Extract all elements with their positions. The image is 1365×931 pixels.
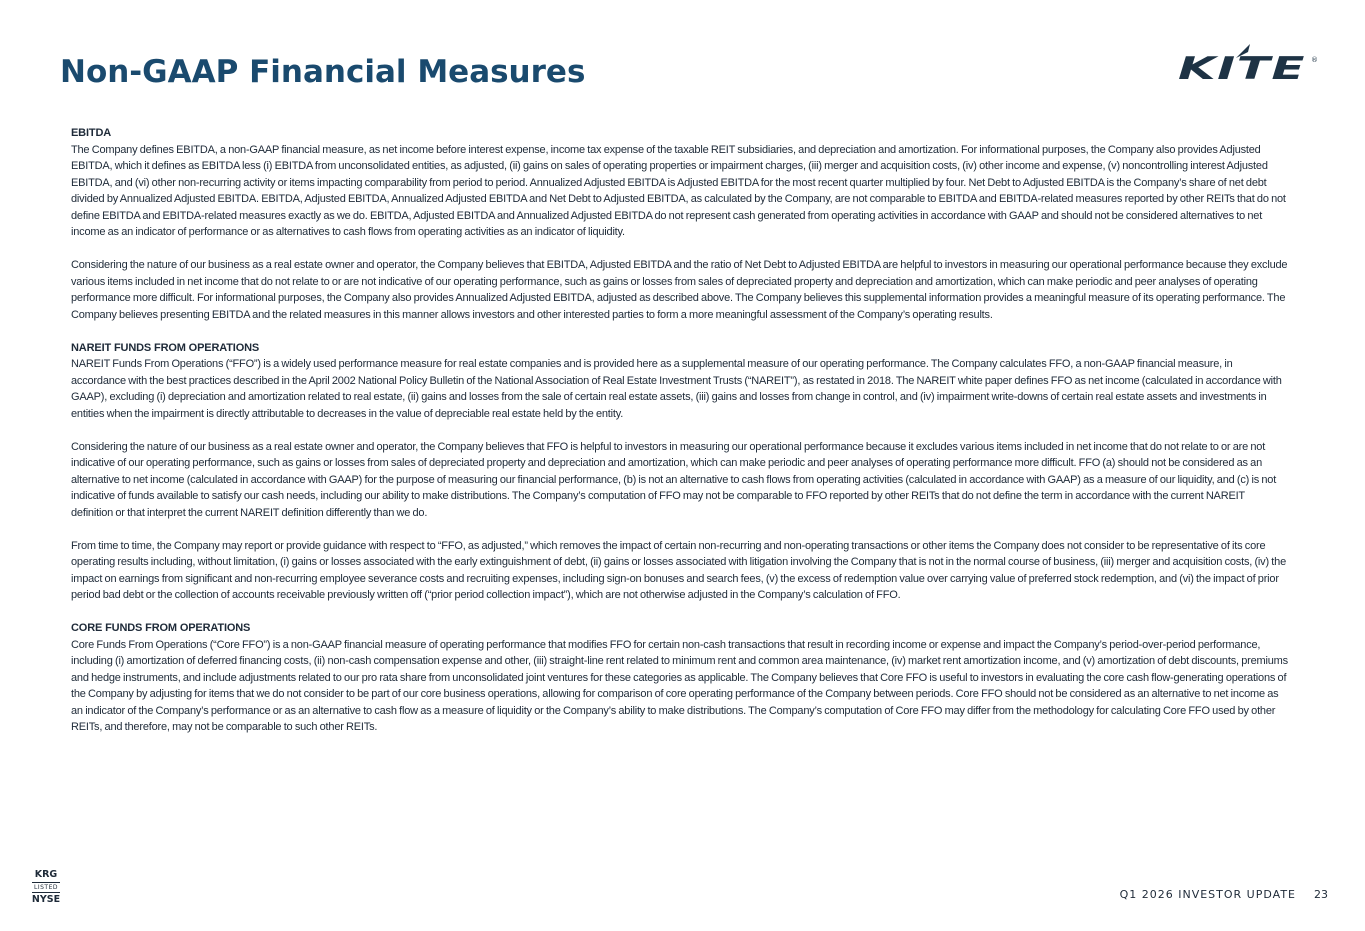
paragraph: NAREIT Funds From Operations (“FFO”) is a widely used performance measure for real estate companies and is provided here as a supplemental measure of our operating performance. The Company calculates FFO, a non-GAAP financial measure, in accordance with the best practices described in the April 2002 National Policy Bulletin of the National Association of Real Estate Investment Trusts (“NAREIT”), as restated in 2018. The NAREIT white paper defines FFO as net income (calculated in accordance with GAAP), excluding (i) depreciation and amortization related to real estate, (ii) gains and losses from the sale of certain real estate assets, (iii) gains and losses from change in control, and (iv) impairment write-downs of certain real estate assets and investments in entities when the impairment is directly attributable to decreases in the value of depreciable real estate held by the entity. xyxy=(71,358,1282,420)
ticker-symbol: KRG xyxy=(34,869,58,880)
page-number: 23 xyxy=(1314,888,1328,901)
nyse-listing-badge xyxy=(28,869,64,906)
page-title: Non-GAAP Financial Measures xyxy=(60,54,586,90)
registered-mark: ® xyxy=(1311,56,1318,64)
paragraph: From time to time, the Company may report or provide guidance with respect to “FFO, as adjusted,” which removes the impact of certain non-recurring and non-operating transactions or other items the Company does not consider to be representative of its core operating results including, without limitation, (i) gains or losses associated with the early extinguishment of debt, (ii) gains or losses associated with litigation involving the Company that is not in the normal course of business, (iii) merger and acquisition costs, (iv) the impact on earnings from significant and non-recurring employee severance costs and recruiting expenses, including sign-on bonuses and search fees, (v) the excess of redemption value over carrying value of preferred stock redemption, and (vi) the impact of prior period bad debt or the collection of accounts receivable previously written off (“prior period collection impact”), which are not otherwise adjusted in the Company’s calculation of FFO. xyxy=(71,539,1286,601)
section-heading-nareit-ffo: NAREIT FUNDS FROM OPERATIONS xyxy=(71,341,260,354)
section-heading-ebitda: EBITDA xyxy=(71,127,112,139)
logo-text: KITE xyxy=(1178,51,1306,84)
section-heading-core-ffo: CORE FUNDS FROM OPERATIONS xyxy=(71,622,251,634)
paragraph: Core Funds From Operations (“Core FFO”) is a non-GAAP financial measure of operating performance that modifies FFO for certain non-cash transactions that result in recording income or expense and impact the Company’s period-over-period performance, including (i) amortization of deferred financing costs, (ii) non-cash compensation expense and other, (iii) straight-line rent related to minimum rent and common area maintenance, (iv) market rent amortization income, and (v) amortization of debt discounts, premiums and hedge instruments, and include adjustments related to our pro rata share from unconsolidated joint ventures for these categories as applicable. The Company believes that Core FFO is useful to investors in evaluating the core cash flow-generating operations of the Company by adjusting for items that we do not consider to be part of our core business operations, allowing for comparison of core operating performance of the Company between periods. Core FFO should not be considered as an alternative to net income as an indicator of the Company’s performance or as an alternative to cash flow as a measure of liquidity or the Company’s ability to make distributions. The Company’s computation of Core FFO may differ from the methodology for calculating Core FFO used by other REITs, and therefore, may not be comparable to such other REITs. xyxy=(71,638,1288,733)
paragraph: Considering the nature of our business as a real estate owner and operator, the Company believes that FFO is helpful to investors in measuring our operational performance because it excludes various items included in net income that do not relate to or are not indicative of our operating performance, such as gains or losses from sales of depreciated property and depreciation and amortization, which can make periodic and peer analyses of operating performance more difficult. FFO (a) should not be considered as an alternative to net income (calculated in accordance with GAAP) for the purpose of measuring our financial performance, (b) is not an alternative to cash flows from operating activities (calculated in accordance with GAAP) as a measure of our liquidity, and (c) is not indicative of funds available to satisfy our cash needs, including our ability to make distributions. The Company’s computation of FFO may not be comparable to FFO reported by other REITs that do not define the term in accordance with the current NAREIT definition or that interpret the current NAREIT definition differently than we do. xyxy=(71,440,1277,519)
paragraph: Considering the nature of our business as a real estate owner and operator, the Company believes that EBITDA, Adjusted EBITDA and the ratio of Net Debt to Adjusted EBITDA are helpful to investors in measuring our operational performance because they exclude various items included in net income that do not relate to or are not indicative of our operating performance, such as gains or losses from sales of depreciated property and depreciation and amortization, which can make periodic and peer analyses of operating performance more difficult. For informational purposes, the Company also provides Annualized Adjusted EBITDA, adjusted as described above. The Company believes this supplemental information provides a meaningful measure of its operating performance. The Company believes presenting EBITDA and the related measures in this manner allows investors and other interested parties to form a more meaningful assessment of the Company’s operating results. xyxy=(71,259,1288,321)
footer-label: Q1 2026 INVESTOR UPDATE xyxy=(1119,888,1296,901)
page-footer xyxy=(1120,888,1328,901)
content-body xyxy=(71,125,1289,736)
paragraph: The Company defines EBITDA, a non-GAAP financial measure, as net income before interest expense, income tax expense of the taxable REIT subsidiaries, and depreciation and amortization. For informational purposes, the Company also provides Adjusted EBITDA, which it defines as EBITDA less (i) EBITDA from unconsolidated entities, as adjusted, (ii) gains on sales of operating properties or impairment charges, (iii) merger and acquisition costs, (iv) other income and expense, (v) noncontrolling interest Adjusted EBITDA, and (vi) other non-recurring activity or items impacting comparability from period to period. Annualized Adjusted EBITDA is Adjusted EBITDA for the most recent quarter multiplied by four. Net Debt to Adjusted EBITDA is the Company’s share of net debt divided by Annualized Adjusted EBITDA. EBITDA, Adjusted EBITDA, Annualized Adjusted EBITDA and Net Debt to Adjusted EBITDA, as calculated by the Company, are not comparable to EBITDA and EBITDA-related measures reported by other REITs that do not define EBITDA and EBITDA-related measures exactly as we do. EBITDA, Adjusted EBITDA and Annualized Adjusted EBITDA do not represent cash generated from operating activities in accordance with GAAP and should not be considered alternatives to net income as an indicator of performance or as alternatives to cash flows from operating activities as an indicator of liquidity. xyxy=(71,143,1286,238)
kite-logo xyxy=(1176,40,1321,84)
listed-label: LISTED xyxy=(34,884,58,891)
exchange-name: NYSE xyxy=(31,894,61,905)
